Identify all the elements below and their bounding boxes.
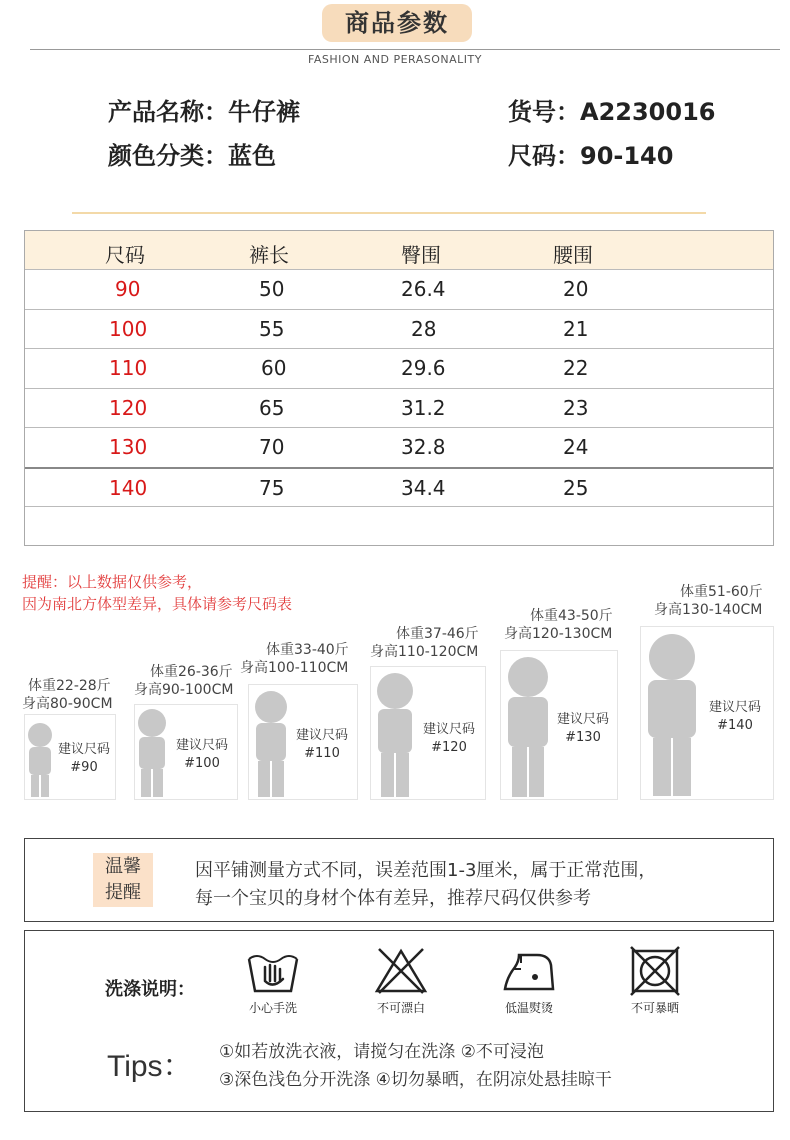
- cell-hip: 29.6: [401, 356, 446, 380]
- no-bleach-icon: [371, 945, 431, 997]
- no-sun-dry-icon: [625, 945, 685, 997]
- child-silhouette-icon: [503, 653, 553, 799]
- kid-height: 身高120-130CM: [504, 626, 613, 642]
- cell-length: 65: [259, 395, 285, 420]
- table-row: [25, 309, 773, 349]
- kid-weight: 体重26-36斤: [150, 664, 233, 680]
- cell-size: 120: [109, 395, 148, 420]
- table-row-empty: [25, 506, 773, 546]
- reminder-line-1: 提醒：以上数据仅供参考，: [22, 573, 203, 591]
- kid-suggest-label: 建议尺码: [708, 700, 761, 715]
- washing-instructions: [24, 930, 774, 1112]
- table-header: [25, 231, 773, 269]
- child-silhouette-icon: [643, 629, 701, 799]
- wash-label: 不可漂白: [376, 1001, 425, 1015]
- header-length: 裤长: [249, 243, 289, 267]
- cell-length: 50: [259, 277, 285, 301]
- kid-height: 身高90-100CM: [134, 682, 234, 698]
- kid-weight: 体重22-28斤: [28, 678, 111, 694]
- kid-suggest-size: #130: [565, 730, 601, 745]
- info-divider: [72, 212, 706, 214]
- cell-length: 75: [259, 475, 285, 500]
- kid-height: 身高110-120CM: [370, 644, 479, 660]
- kid-suggest-label: 建议尺码: [295, 728, 348, 743]
- header-waist: 腰围: [553, 243, 593, 267]
- notice-badge-line-1: 温馨: [105, 856, 141, 877]
- kid-suggest-size: #110: [304, 746, 340, 761]
- reminder-line-2: 因为南北方体型差异，具体请参考尺码表: [22, 595, 293, 613]
- kid-weight: 体重33-40斤: [266, 642, 349, 658]
- kid-suggest-label: 建议尺码: [175, 738, 228, 753]
- product-name: 产品名称：牛仔裤: [108, 98, 300, 126]
- kid-suggest-label: 建议尺码: [57, 742, 110, 757]
- wash-label: 不可暴晒: [630, 1001, 679, 1015]
- child-silhouette-icon: [251, 687, 291, 799]
- cell-waist: 21: [563, 316, 589, 341]
- cell-hip: 26.4: [401, 277, 446, 301]
- wash-item: [489, 945, 569, 1016]
- cell-length: 60: [261, 356, 287, 380]
- kid-height: 身高130-140CM: [654, 602, 763, 618]
- cell-hip: 31.2: [401, 395, 446, 420]
- kid-weight: 体重51-60斤: [680, 584, 763, 600]
- wash-item: [361, 945, 441, 1016]
- tips-line-2: ③深色浅色分开洗涤 ④切勿暴晒，在阴凉处悬挂晾干: [219, 1070, 612, 1090]
- table-row: [25, 427, 773, 467]
- child-silhouette-icon: [373, 669, 417, 799]
- notice-text-line-1: 因平铺测量方式不同，误差范围1-3厘米，属于正常范围，: [195, 860, 657, 881]
- product-color: 颜色分类：蓝色: [108, 142, 276, 170]
- kid-weight: 体重43-50斤: [530, 608, 613, 624]
- cell-waist: 25: [563, 475, 589, 500]
- cell-size: 140: [109, 475, 148, 500]
- cell-hip: 28: [411, 316, 437, 341]
- table-row: [25, 348, 773, 388]
- kid-height: 身高100-110CM: [240, 660, 349, 676]
- cell-waist: 20: [563, 277, 589, 301]
- product-sku: 货号：A2230016: [508, 98, 716, 126]
- cell-hip: 34.4: [401, 475, 446, 500]
- kid-weight: 体重37-46斤: [396, 626, 479, 642]
- notice-badge: [93, 853, 153, 907]
- wash-label: 低温熨烫: [504, 1001, 553, 1015]
- cell-length: 70: [259, 435, 285, 459]
- wash-item: [233, 945, 313, 1016]
- table-row: [25, 388, 773, 428]
- section-title: 商品参数: [322, 4, 472, 42]
- kid-suggest-size: #120: [431, 740, 467, 755]
- kid-suggest-size: #90: [70, 760, 98, 775]
- cell-waist: 22: [563, 356, 589, 380]
- kid-card: [24, 714, 116, 800]
- notice-badge-line-2: 提醒: [105, 882, 141, 903]
- cell-size: 90: [115, 277, 141, 301]
- wash-item: [615, 945, 695, 1016]
- kid-height: 身高80-90CM: [22, 696, 113, 712]
- kid-card: [500, 650, 618, 800]
- notice-text-line-2: 每一个宝贝的身材个体有差异，推荐尺码仅供参考: [195, 888, 591, 909]
- header-hip: 臀围: [401, 243, 441, 267]
- cell-size: 100: [109, 316, 148, 341]
- cell-size: 130: [109, 435, 148, 459]
- section-subtitle: FASHION AND PERASONALITY: [308, 53, 482, 66]
- child-silhouette-icon: [135, 705, 171, 799]
- cell-size: 110: [109, 356, 148, 380]
- kid-suggest-label: 建议尺码: [556, 712, 609, 727]
- cell-waist: 23: [563, 395, 589, 420]
- table-row: [25, 269, 773, 309]
- table-row: [25, 467, 773, 507]
- header-size: 尺码: [105, 243, 145, 267]
- kid-suggest-size: #140: [717, 718, 753, 733]
- cell-hip: 32.8: [401, 435, 446, 459]
- kid-card: [248, 684, 358, 800]
- notice-box: [24, 838, 774, 922]
- size-table: [24, 230, 774, 546]
- tips-line-1: ①如若放洗衣液，请搅匀在洗涤 ②不可浸泡: [219, 1042, 544, 1062]
- header-divider: [30, 49, 780, 50]
- kid-card: [370, 666, 486, 800]
- kid-card: [640, 626, 774, 800]
- cell-waist: 24: [563, 435, 589, 459]
- product-size-range: 尺码：90-140: [508, 142, 674, 170]
- kid-suggest-label: 建议尺码: [422, 722, 475, 737]
- kid-card: [134, 704, 238, 800]
- low-iron-icon: [499, 945, 559, 997]
- cell-length: 55: [259, 316, 285, 341]
- wash-label: 小心手洗: [248, 1001, 297, 1015]
- tips-title: Tips：: [107, 1050, 193, 1083]
- washing-title: 洗涤说明：: [105, 979, 195, 1000]
- kid-suggest-size: #100: [184, 756, 220, 771]
- hand-wash-icon: [243, 945, 303, 997]
